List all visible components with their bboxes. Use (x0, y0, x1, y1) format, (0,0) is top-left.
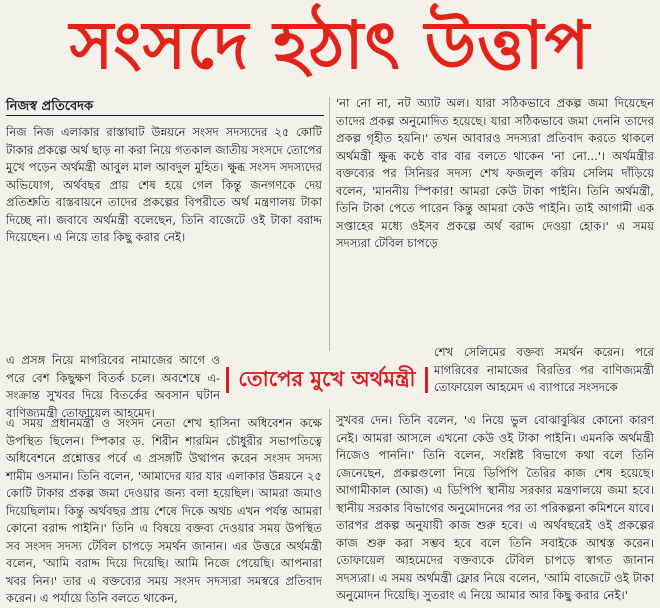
pull-quote-left-bar (226, 367, 229, 393)
body-paragraph: এ প্রসঙ্গ নিয়ে মাগরিবের নামাজের আগে ও পরে বেশ কিছুক্ষণ বিতর্ক চলে। অবশেষে এ-সংক্রান্ত সুখবর দিয়ে বিতর্কের অবসান ঘটান বাণিজ্যমন্ত্রী তোফায়েল আহমেদ। (6, 353, 220, 420)
right-column-top (336, 95, 654, 345)
left-column-bottom (6, 415, 322, 605)
body-paragraph: শেখ সেলিমের বক্তব্য সমর্থন করেন। পরে মাগরিবের নামাজের বিরতির পর বাণিজ্যমন্ত্রী তোফায়েল আহমেদ এ ব্যাপারে সংসদকে (434, 345, 654, 394)
right-column-bottom (336, 412, 654, 602)
byline: নিজস্ব প্রতিবেদক (6, 99, 94, 114)
body-paragraph: 'না নো না, নট অ্যাট অল। যারা সঠিকভাবে প্রকল্প জমা দিয়েছেন তাদের প্রকল্প অনুমোদিত হয়েছে। যারা সঠিকভাবে জমা দেননি তাদের প্রকল্প গৃহীত হয়নি।' তখন আবারও সদস্যরা প্রতিবাদ করতে থাকলে অর্থমন্ত্রী ক্ষুব্ধ কণ্ঠে বার বার বলতে থাকেন 'না নো...'। অর্থমন্ত্রীর বক্তব্যের পর সিনিয়র সদস্য শেখ ফজলুল করিম সেলিম দাঁড়িয়ে বলেন, 'মাননীয় স্পিকার! আমরা কেউ টাকা পাইনি। তিনি অর্থমন্ত্রী, তিনি টাকা পেতে পারেন কিন্তু আমরা কেউ পাইনি। তাই আগামী এক সপ্তাহের মধ্যে ওইসব প্রকল্পে অর্থ বরাদ্দ দেওয়া হোক।' এ সময় সদস্যরা টেবিল চাপড়ে (336, 96, 654, 250)
body-paragraph: এ সময় প্রধানমন্ত্রী ও সংসদ নেতা শেখ হাসিনা অধিবেশন কক্ষে উপস্থিত ছিলেন। স্পিকার ড. শিরীন শারমিন চৌধুরীর সভাপতিত্বে অধিবেশনে প্রশ্নোত্তর পর্বে এ প্রসঙ্গটি উত্থাপন করেন সংসদ সদস্য শামীম ওসমান। তিনি বলেন, 'আমাদের যার যার এলাকার উন্নয়নে ২৫ কোটি টাকার প্রকল্প জমা দেওয়ার জন্য বলা হয়েছিল। আমরা জমাও দিয়েছিলাম। কিন্তু অর্থবছর প্রায় শেষে দিকে অথচ এখন পর্যন্ত আমরা কোনো বরাদ্দ পাইনি।' তিনি এ বিষয়ে বক্তব্য দেওয়ার সময় উপস্থিত সব সংসদ সদস্য টেবিল চাপড়ে সমর্থন জানান। এর উত্তরে অর্থমন্ত্রী বলেন, 'আমি বরাদ্দ দিয়ে দিয়েছি। আমি নিজে পেয়েছি। আপনারা খবর নিন।' তার এ বক্তব্যের সময় সংসদ সদস্যরা সমস্বরে প্রতিবাদ করেন। এ পর্যায়ে তিনি বলতে থাকেন, (6, 416, 322, 605)
right-column-wrap (434, 344, 654, 414)
body-paragraph: সুখবর দেন। তিনি বলেন, 'এ নিয়ে ভুল বোঝাবুঝির কোনো কারণ নেই। আমরা আসলে এখনো কেউ ওই টাকা পাইনি। এমনকি অর্থমন্ত্রী নিজেও পাননি।' তিনি বলেন, সংশ্লিষ্ট বিভাগে কথা বলে তিনি জেনেছেন, প্রকল্পগুলো নিয়ে ডিপিপি তৈরির কাজ শেষ হয়েছে। আগামীকাল (আজ) এ ডিপিপি স্থানীয় সরকার মন্ত্রণালয়ে জমা হবে। স্থানীয় সরকার বিভাগের অনুমোদনের পর তা পরিকল্পনা কমিশনে যাবে। তারপর প্রকল্প অনুযায়ী কাজ শুরু হবে। এ অর্থবছরেই ওই প্রকল্পের কাজ শুরু করা সম্ভব হবে বলে তিনি সবাইকে আশ্বস্ত করেন। তোফায়েল আহমেদের বক্তব্যকে টেবিল চাপড়ে স্বাগত জানান সদস্যরা। এ সময় অর্থমন্ত্রী ফ্লোর নিয়ে বলেন, 'আমি বাজেটে ওই টাকা অনুমোদন দিয়েছি। সুতরাং এ নিয়ে আমার আর কিছু করার নেই।' (336, 413, 654, 602)
left-column-top (6, 124, 322, 351)
headline: সংসদে হঠাৎ উত্তাপ (69, 7, 591, 84)
pull-quote-right-bar (425, 367, 428, 393)
body-paragraph: নিজ নিজ এলাকার রাস্তাঘাট উন্নয়নে সংসদ সদস্যদের ২৫ কোটি টাকার প্রকল্পে অর্থ ছাড় না করা নিয়ে গতকাল জাতীয় সংসদে তোপের মুখে পড়েন অর্থমন্ত্রী আবুল মাল আবদুল মুহিত। ক্ষুব্ধ সংসদ সদস্যদের অভিযোগ, অর্থবছর প্রায় শেষ হয়ে গেল কিন্তু জনগণকে দেয় প্রতিশ্রুতি বাস্তবায়নে তাদের প্রকল্পের বিপরীতে অর্থ মন্ত্রণালয় টাকা দিচ্ছে না। জবাবে অর্থমন্ত্রী বলেছেন, তিনি বাজেটে ওই টাকা বরাদ্দ দিয়েছেন। এ নিয়ে তার কিছু করার নেই। (6, 125, 322, 244)
column-divider (329, 97, 330, 510)
byline-rule (6, 115, 324, 116)
pull-quote: তোপের মুখে অর্থমন্ত্রী (222, 351, 432, 409)
left-column-wrap (6, 352, 220, 422)
